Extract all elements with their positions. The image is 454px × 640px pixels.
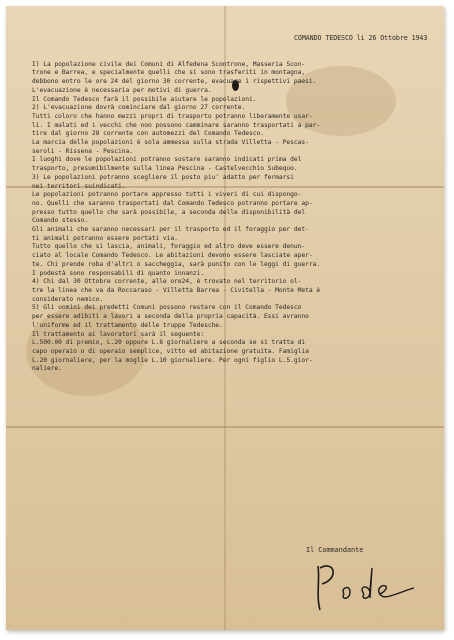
notice-line: presso tutto quello che sarà possibile, a seconda delle disponibilità del (32, 208, 306, 216)
notice-line: I luoghi dove le popolazioni potranno sostare saranno indicati prima del (32, 156, 302, 164)
notice-line: Il Comando Tedesco farà il possibile aiutare le popolazioni. (32, 95, 257, 103)
notice-line: ciato al locale Comando Tedesco. Le abitazioni devono essere lasciate aper- (32, 252, 313, 260)
notice-line: Tutto quello che si lascia, animali, foraggio ed altro deve essere denun- (32, 243, 306, 251)
handwritten-signature (306, 554, 436, 618)
notice-line: Gli animali che saranno necessari per il trasporto ed il foraggio per det- (32, 226, 309, 234)
document-paper (6, 6, 444, 630)
notice-line: 4) Chi dal 30 Ottobre corrente, alle ore24, è trovato nel territorio ol- (32, 278, 302, 286)
notice-line: tire dal giorno 28 corrente con automezzi del Comando Tedesco. (32, 130, 264, 138)
notice-line: L.500.00 di premio, L.20 oppure L.8 giornaliere a seconda se si tratta di (32, 339, 306, 347)
notice-line: Il trattamento ai lavoratori sarà il seguente: (32, 330, 205, 338)
notice-line: L.20 giornaliere, per la moglie L.10 giornaliere. Per ogni figlio L.5.gior- (32, 356, 313, 364)
typed-notice (32, 34, 432, 374)
notice-line: La marcia delle popolazioni è sola ammessa sulla strada Villetta - Pescas- (32, 139, 309, 147)
notice-line: tre la linea che va da Roccaraso - Villetta Barrea - Civitella - Monte Meta è (32, 286, 321, 294)
notice-line: considerato nemico. (32, 295, 104, 303)
notice-line: I podestà sono responsabili di quanto innanzi. (32, 269, 205, 277)
notice-line: Comando stesso. (32, 217, 89, 225)
notice-line: 2) L'evacuazione dovrà cominciare dal giorno 27 corrente. (32, 104, 246, 112)
notice-line: Le popolazioni potranno portare appresso tutti i viveri di cui dispongo- (32, 191, 302, 199)
notice-line: 3) Le popolazioni potranno scegliere il posto piu' adatto per fermarsi (32, 173, 294, 181)
notice-line: trasporto, presumibilmente sulla linea Pescina - Castelvecchio Subequo. (32, 165, 298, 173)
notice-line: seroli - Rissena - Pescina. (32, 147, 134, 155)
notice-line: I) La popolazione civile dei Comuni di Alfedena Scontrone, Masseria Scon- (32, 60, 306, 68)
signature-label: Il Commandante (306, 546, 364, 554)
notice-line: te. Chi prende roba d'altri o saccheggia, sarà punito con le leggi di guerra. (32, 260, 321, 268)
notice-line: capo operaio o di operaio semplice, vitto ed abitazione gratuita. Famiglia (32, 347, 309, 355)
notice-line: per essere adibiti a lavori a seconda della propria capacità. Essi avranno (32, 313, 309, 321)
notice-line: nei territori suindicati. (32, 182, 126, 190)
document-header: COMANDO TEDESCO li 26 Ottobre 1943 (294, 34, 428, 42)
notice-line: li. I malati ed i vecchi che non possono camminare saranno trasportati a par- (32, 121, 321, 129)
notice-line: naliere. (32, 365, 62, 373)
notice-line: Tutti coloro che hanno mezzi propri di trasporto potranno liberamente usar- (32, 112, 313, 120)
notice-line: l'uniforme ed il trattamento delle truppe Tedesche. (32, 321, 223, 329)
notice-line: no. Quelli che saranno trasportati dal Comando Tedesco potranno portare ap- (32, 199, 313, 207)
notice-line: 5) Gli uomini dei predetti Comuni possono restare con il Comando Tedesco (32, 304, 302, 312)
notice-line: trone e Barrea, e specialmente quelli che si sono trasferiti in montagna, (32, 69, 306, 77)
notice-line: ti animali potranno essere portati via. (32, 234, 178, 242)
notice-body (32, 61, 432, 374)
notice-line: L'evacuazione è necessaria per motivi di guerra. (32, 86, 212, 94)
notice-line: debbono entro le ore 24 del giorno 30 corrente, evacuare i rispettivi paesi. (32, 78, 317, 86)
